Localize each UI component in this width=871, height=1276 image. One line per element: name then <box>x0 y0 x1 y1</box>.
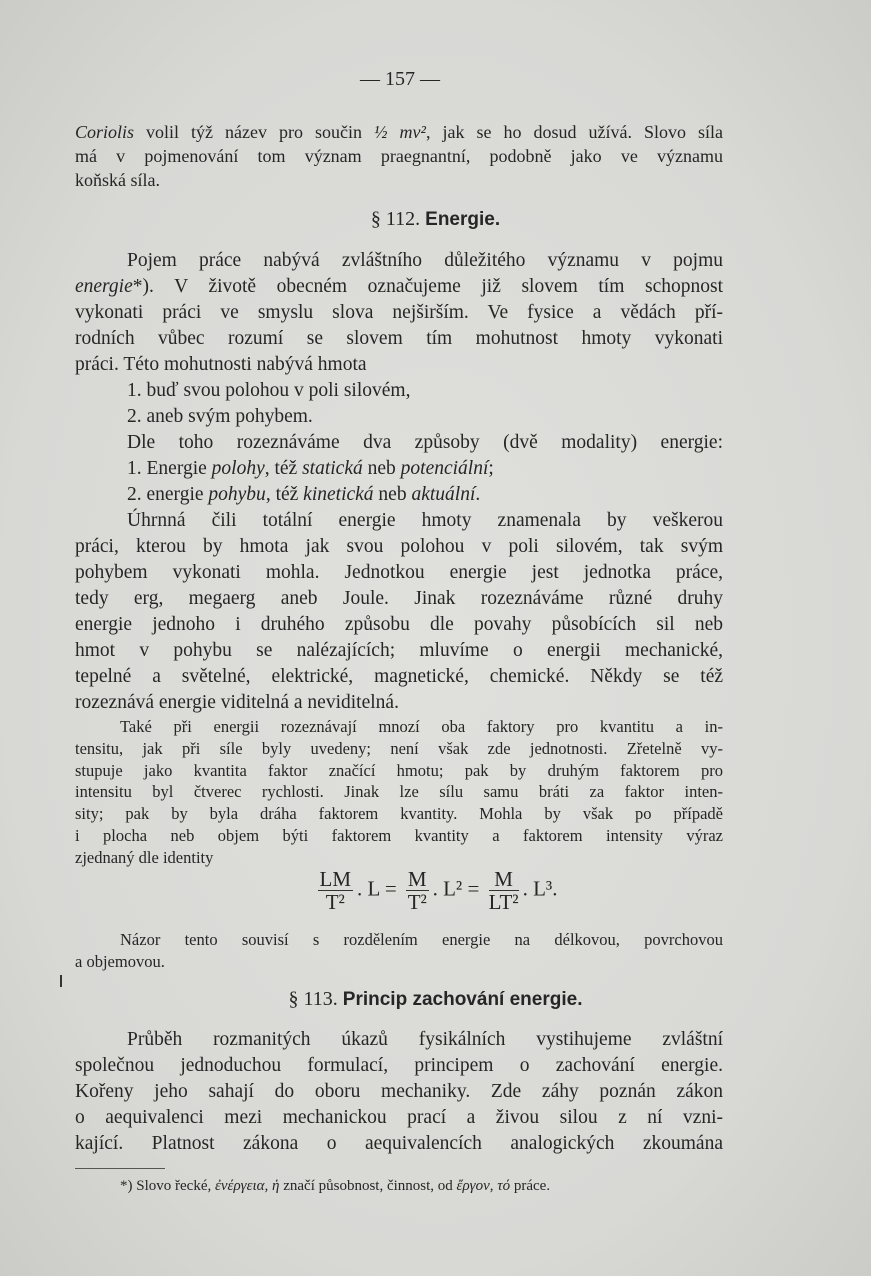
section-112-body: Pojem práce nabývá zvláštního důležitého významu v pojmu energie*). V životě obecném označujeme již slovem tím schopnost vykonati práci ve smyslu slova nejširším. Ve fysice a vědách pří- rodních vůbec rozumí se slovem tím mohutnost hmoty vykonati práci. Této mohutnosti nabývá hmota 1. buď svou polohou v poli silovém, 2. aneb svým pohybem. Dle toho rozeznáváme dva způsoby (dvě modality) energie: 1. Energie polohy, též statická neb potenciální; 2. energie pohybu, též kinetická neb aktuální. Úhrnná čili totální energie hmoty znamenala by veškerou práci, kterou by hmota jak svou polohou v poli silovém, tak svým pohybem vykonati mohla. Jednotkou energie jest jednotka práce, tedy erg, megaerg aneb Joule. Jinak rozeznáváme různé druhy energie jednoho i druhého způsobu dle povahy působících sil neb hmot v pohybu se nalézajících; mluvíme o energii mechanické, tepelné a světelné, elektrické, magnetické, chemické. Někdy se též rozeznává energie viditelná a neviditelná. <box>75 250 723 713</box>
formula-inline: ½ mv² <box>374 122 426 142</box>
section-heading-112: § 112. Energie. <box>370 208 501 230</box>
dimension-formula: $\frac{LM}{\text{T²}}$ . L = $\frac{M}{\text{T²}}$ . L² = $\frac{M}{\text{LT²}}$ . L³. <box>319 867 558 914</box>
scan-mark <box>60 975 62 987</box>
list-item: 2. energie pohybu, též kinetická neb aktuální. <box>127 484 481 505</box>
small-print-paragraph: Také při energii rozeznávají mnozí oba faktory pro kvantitu a in- tensitu, jak při síle byly uvedeny; není však zde jednotnosti. Zřetelně vy- stupuje jako kvantita faktor značící hmotu; pak by druhým faktorem pro intensitu byl čtverec rychlosti. Jinak lze sílu samu bráti za faktor inten- sity; pak by byla dráha faktorem kvantity. Mohla by však po případě i plocha neb objem býti faktorem kvantity a faktorem intensity výraz zjednaný dle identity <box>75 717 723 867</box>
list-item: 1. Energie polohy, též statická neb potenciální; <box>127 458 494 479</box>
footnote-divider <box>75 1168 165 1169</box>
section-heading-113: § 113. Princip zachování energie. <box>288 988 583 1010</box>
list-item: 2. aneb svým pohybem. <box>127 406 313 427</box>
section-113-body: Průběh rozmanitých úkazů fysikálních vystihujeme zvláštní společnou jednoduchou formulací, principem o zachování energie. Kořeny jeho sahají do oboru mechaniky. Zde záhy poznán zákon o aequivalenci mezi mechanickou prací a živou silou z ní vzni- kající. Platnost zákona o aequivalencích analogických zkoumána <box>75 1029 723 1154</box>
list-item: 1. buď svou polohou v poli silovém, <box>127 380 411 401</box>
author-name: Coriolis <box>75 122 135 142</box>
intro-paragraph: Coriolis volil týž název pro součin ½ mv², jak se ho dosud užívá. Slovo síla má v pojmenování tom význam praegnantní, podobně jako ve významu koňská síla. <box>75 122 724 190</box>
footnote: *) Slovo řecké, ἐνέργεια, ἡ značí působnost, činnost, od ἔργον, τό práce. <box>120 1178 551 1194</box>
small-print-note: Názor tento souvisí s rozdělením energie na délkovou, povrchovou a objemovou. <box>75 930 723 971</box>
page-number: — 157 — <box>360 68 440 90</box>
